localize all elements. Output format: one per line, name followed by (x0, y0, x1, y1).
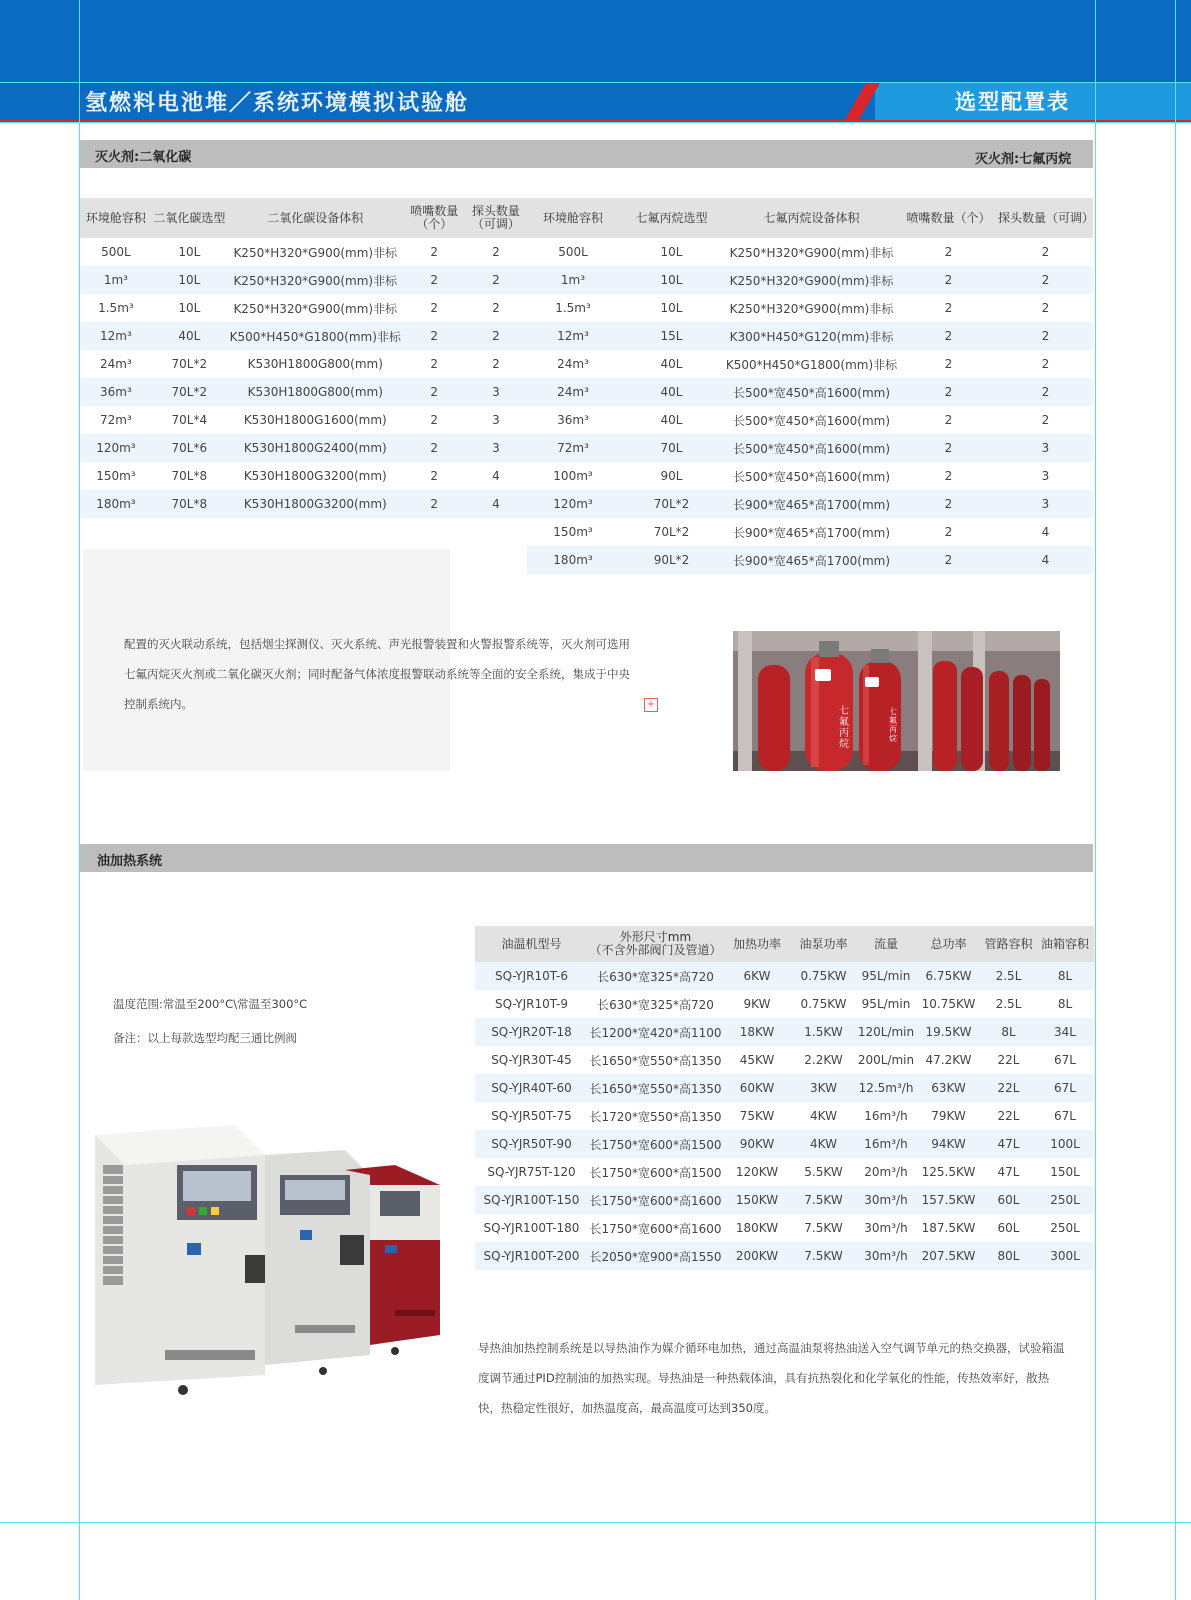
oil-table-cell: SQ-YJR100T-200 (475, 1242, 588, 1270)
co2-table-cell: 10L (178, 301, 201, 315)
oil-table-cell: 47.2KW (925, 1053, 972, 1067)
oil-table-cell: 47L (981, 1130, 1036, 1158)
oil-table-cell: SQ-YJR50T-75 (491, 1109, 572, 1123)
co2-table-cell: 2 (404, 434, 465, 462)
oil-section-bar (80, 844, 1093, 872)
oil-table-cell: 16m³/h (856, 1130, 916, 1158)
co2-table-cell: 180m³ (80, 490, 152, 518)
hfc-section-label: 灭火剂:七氟丙烷 (975, 152, 1072, 167)
oil-table-cell: 300L (1036, 1242, 1094, 1270)
oil-table-cell: 6KW (723, 962, 791, 990)
hfc-table-row (527, 266, 1093, 294)
hfc-table-cell: 2 (1041, 301, 1050, 315)
oil-table-cell: 79KW (931, 1109, 966, 1123)
hfc-table-row (527, 434, 1093, 462)
oil-header-pump-power: 油泵功率 (791, 926, 856, 962)
hfc-table-cell: 90L*2 (619, 546, 724, 574)
hfc-spec-table (527, 198, 1093, 574)
hfc-table-cell: 40L (619, 378, 724, 406)
cylinder-label: 七氟丙烷 (839, 706, 849, 750)
expand-icon[interactable]: + (644, 698, 658, 712)
guide-line (0, 122, 1191, 123)
hfc-table-cell: 2 (944, 301, 953, 315)
co2-table-cell: 2 (492, 301, 500, 315)
hfc-table-cell: 3 (998, 490, 1093, 518)
oil-table-cell: 94KW (916, 1130, 981, 1158)
guide-line (1175, 0, 1176, 1600)
co2-table-cell: 36m³ (80, 378, 152, 406)
fire-cylinders-photo (733, 631, 1060, 771)
hfc-table-cell: 15L (619, 322, 724, 350)
oil-header-heating-power: 加热功率 (723, 926, 791, 962)
oil-table-row (475, 1102, 1094, 1130)
hfc-table-row (527, 546, 1093, 574)
co2-table-cell: 3 (465, 434, 527, 462)
co2-table-cell: 2 (404, 322, 465, 350)
oil-table-cell: 16m³/h (864, 1109, 908, 1123)
hfc-table-cell: K250*H320*G900(mm)非标 (729, 301, 894, 316)
oil-table-cell: 10.75KW (921, 997, 976, 1011)
oil-table-cell: 63KW (916, 1074, 981, 1102)
oil-header-model: 油温机型号 (475, 926, 588, 962)
oil-header-size: 外形尺寸mm （不含外部阀门及管道） (588, 926, 723, 962)
co2-table-cell: 4 (465, 490, 527, 518)
oil-table-cell: SQ-YJR20T-18 (475, 1018, 588, 1046)
co2-table-cell: 2 (465, 266, 527, 294)
co2-table-cell: 2 (492, 357, 500, 371)
co2-table-cell: 10L (152, 266, 227, 294)
co2-table-cell: 2 (404, 490, 465, 518)
co2-table-cell: 4 (492, 469, 500, 483)
hfc-table-cell: 10L (660, 245, 683, 259)
fire-description-line: 控制系统内。 (124, 697, 193, 711)
co2-table-cell: 12m³ (80, 322, 152, 350)
hfc-table-cell: 90L (660, 469, 683, 483)
hfc-table-cell: 24m³ (557, 357, 589, 371)
oil-table-cell: 长1750*宽600*高1500 (589, 1165, 722, 1180)
co2-table-cell: 1m³ (80, 266, 152, 294)
oil-heater-spec-table (475, 926, 1094, 1270)
oil-table-cell: 0.75KW (791, 962, 856, 990)
oil-table-cell: 47L (997, 1165, 1020, 1179)
hfc-table-cell: 2 (899, 490, 998, 518)
oil-table-cell: SQ-YJR10T-6 (475, 962, 588, 990)
oil-table-cell: 150L (1050, 1165, 1080, 1179)
oil-table-cell: 2.5L (981, 962, 1036, 990)
hfc-table-cell: K250*H320*G900(mm)非标 (729, 245, 894, 260)
hfc-header-model: 七氟丙烷选型 (619, 198, 724, 238)
co2-table-cell: 2 (430, 245, 439, 259)
co2-table-cell: 2 (430, 469, 439, 483)
co2-table-cell: 72m³ (100, 413, 132, 427)
hfc-table-cell: K300*H450*G120(mm)非标 (724, 322, 899, 350)
co2-table-cell: K530H1800G800(mm) (227, 378, 404, 406)
oil-table-cell: 长630*宽325*高720 (588, 962, 723, 990)
oil-table-row (475, 962, 1094, 990)
co2-spec-table (80, 198, 527, 518)
oil-description (478, 1333, 1098, 1423)
co2-table-cell: 2 (404, 266, 465, 294)
oil-description-line: 度调节通过PID控制油的加热实现。导热油是一种热载体油，具有抗热裂化和化学氧化的性能，传热效率好，散热 (478, 1371, 1050, 1385)
co2-table-row (80, 322, 527, 350)
guide-line (1095, 0, 1096, 1600)
oil-table-cell: 20m³/h (864, 1165, 908, 1179)
oil-table-cell: 67L (1054, 1053, 1076, 1067)
oil-table-cell: 95L/min (861, 997, 911, 1011)
cylinder-label: 七氟丙烷 (889, 707, 897, 743)
fire-description-line: 七氟丙烷灭火剂或二氧化碳灭火剂；同时配备气体浓度报警联动系统等全面的安全系统，集成于中央 (124, 667, 630, 681)
header-top-band (0, 0, 1191, 82)
co2-table-cell: 2 (492, 245, 500, 259)
hfc-table-cell: 2 (899, 378, 998, 406)
oil-table-row (475, 1074, 1094, 1102)
guide-line (79, 0, 80, 1600)
oil-heater-machines-drawing (95, 1125, 450, 1400)
oil-table-cell: 7.5KW (791, 1186, 856, 1214)
hfc-table-row (527, 518, 1093, 546)
oil-table-cell: 8L (981, 1018, 1036, 1046)
oil-description-line: 快，热稳定性很好，加热温度高，最高温度可达到350度。 (478, 1401, 776, 1415)
co2-table-cell: 2 (404, 378, 465, 406)
hfc-table-cell: 70L (619, 434, 724, 462)
hfc-table-cell: 36m³ (557, 413, 589, 427)
oil-table-cell: 9KW (743, 997, 771, 1011)
oil-table-cell: 长1720*宽550*高1350 (589, 1109, 722, 1124)
oil-table-cell: 3KW (791, 1074, 856, 1102)
hfc-table-cell: 70L*2 (653, 525, 690, 539)
co2-header-probes: 探头数量（可调） (465, 198, 527, 238)
co2-table-row (80, 434, 527, 462)
hfc-table-cell: 长500*宽450*高1600(mm) (732, 469, 891, 484)
oil-table-cell: 长630*宽325*高720 (597, 997, 714, 1012)
hfc-table-cell: 4 (1041, 525, 1050, 539)
oil-table-cell: 22L (981, 1074, 1036, 1102)
oil-table-cell: 60L (981, 1186, 1036, 1214)
co2-table-cell: 500L (101, 245, 131, 259)
fire-description-line: 配置的灭火联动系统，包括烟尘探测仪、灭火系统、声光报警装置和火警报警系统等，灭火剂可选用 (124, 637, 630, 651)
oil-table-cell: 长1650*宽550*高1350 (588, 1074, 723, 1102)
co2-table-row (80, 378, 527, 406)
page-title: 氢燃料电池堆／系统环境模拟试验舱 (85, 90, 470, 116)
co2-table-cell: 2 (430, 301, 439, 315)
oil-table-cell: SQ-YJR100T-150 (475, 1186, 588, 1214)
hfc-table-cell: 2 (899, 434, 998, 462)
oil-table-cell: 18KW (723, 1018, 791, 1046)
hfc-table-cell: 2 (899, 266, 998, 294)
oil-table-cell: 8L (1036, 962, 1094, 990)
oil-table-cell: 75KW (739, 1109, 775, 1123)
hfc-table-cell: 12m³ (527, 322, 619, 350)
hfc-table-row (527, 322, 1093, 350)
co2-section-label: 灭火剂:二氧化碳 (95, 150, 192, 165)
hfc-table-row (527, 378, 1093, 406)
co2-table-cell: 70L*8 (171, 469, 208, 483)
co2-table-cell: K250*H320*G900(mm)非标 (233, 301, 398, 316)
oil-table-cell: 200KW (723, 1242, 791, 1270)
oil-table-cell: 180KW (735, 1221, 779, 1235)
hfc-table-cell: 2 (899, 546, 998, 574)
oil-table-cell: SQ-YJR100T-180 (483, 1221, 580, 1235)
hfc-table-cell: 100m³ (553, 469, 593, 483)
hfc-table-cell: 3 (1041, 469, 1050, 483)
oil-table-cell: 80L (981, 1242, 1036, 1270)
co2-table-cell: 150m³ (96, 469, 136, 483)
hfc-header-size: 七氟丙烷设备体积 (724, 198, 899, 238)
fire-section-bar (80, 140, 1093, 168)
co2-table-cell: 2 (465, 322, 527, 350)
co2-table-row (80, 462, 527, 490)
oil-section-label: 油加热系统 (97, 854, 163, 869)
co2-table-cell: 40L (152, 322, 227, 350)
oil-table-cell: 长1200*宽420*高1100 (588, 1018, 723, 1046)
hfc-table-cell: 2 (944, 357, 953, 371)
oil-table-cell: 45KW (739, 1053, 775, 1067)
oil-table-cell: SQ-YJR10T-9 (495, 997, 568, 1011)
hfc-table-cell: 2 (998, 322, 1093, 350)
hfc-table-row (527, 462, 1093, 490)
hfc-table-cell: 2 (1041, 357, 1050, 371)
hfc-table-cell: 24m³ (527, 378, 619, 406)
hfc-header-nozzles: 喷嘴数量（个） (899, 198, 998, 238)
oil-table-cell: SQ-YJR50T-90 (475, 1130, 588, 1158)
hfc-table-cell: 长900*宽465*高1700(mm) (724, 490, 899, 518)
oil-table-row (475, 1242, 1094, 1270)
oil-table-cell: 207.5KW (916, 1242, 981, 1270)
oil-table-cell: 67L (1054, 1109, 1076, 1123)
oil-table-cell: 150KW (723, 1186, 791, 1214)
oil-header-tank-volume: 油箱容积 (1036, 926, 1094, 962)
oil-table-cell: 6.75KW (916, 962, 981, 990)
hfc-table-cell: 180m³ (527, 546, 619, 574)
hfc-table-cell: 150m³ (553, 525, 593, 539)
oil-table-row (475, 1046, 1094, 1074)
hfc-table-cell: 40L (660, 357, 683, 371)
oil-table-row (475, 1186, 1094, 1214)
co2-table-cell: 70L*2 (171, 357, 208, 371)
oil-table-cell: 4KW (810, 1109, 837, 1123)
co2-table-row (80, 238, 527, 266)
oil-table-row (475, 1158, 1094, 1186)
hfc-table-cell: K250*H320*G900(mm)非标 (724, 266, 899, 294)
guide-line (0, 82, 1191, 83)
hfc-table-cell: 长500*宽450*高1600(mm) (724, 378, 899, 406)
oil-table-cell: 长1750*宽600*高1500 (588, 1130, 723, 1158)
hfc-table-cell: 2 (1041, 245, 1050, 259)
co2-table-cell: K530H1800G3200(mm) (227, 490, 404, 518)
hfc-table-cell: 2 (998, 378, 1093, 406)
co2-table-cell: K500*H450*G1800(mm)非标 (227, 322, 404, 350)
co2-table-cell: K530H1800G1600(mm) (243, 413, 387, 427)
co2-table-cell: 120m³ (80, 434, 152, 462)
co2-table-cell: 70L*4 (171, 413, 208, 427)
remark-note: 备注：以上每款选型均配三通比例阀 (113, 1031, 297, 1045)
oil-table-cell: SQ-YJR30T-45 (491, 1053, 572, 1067)
page-subtitle: 选型配置表 (955, 89, 1070, 114)
hfc-table-cell: 长500*宽450*高1600(mm) (732, 413, 891, 428)
oil-table-cell: 长1750*宽600*高1600 (588, 1186, 723, 1214)
temperature-range-note: 温度范围:常温至200°C\常温至300°C (113, 997, 308, 1011)
hfc-table-row (527, 238, 1093, 266)
hfc-table-cell: 4 (998, 546, 1093, 574)
oil-table-cell: 1.5KW (791, 1018, 856, 1046)
hfc-table-cell: 40L (660, 413, 683, 427)
co2-table-row (80, 266, 527, 294)
co2-table-cell: K250*H320*G900(mm)非标 (233, 245, 398, 260)
hfc-table-cell: 2 (944, 413, 953, 427)
oil-table-cell: 200L/min (857, 1053, 915, 1067)
oil-table-cell: 60L (997, 1221, 1020, 1235)
co2-header-nozzles: 喷嘴数量（个） (404, 198, 465, 238)
hfc-table-cell: 2 (1041, 413, 1050, 427)
oil-table-cell: 250L (1036, 1186, 1094, 1214)
co2-table-cell: 70L*8 (152, 490, 227, 518)
oil-table-cell: 90KW (723, 1130, 791, 1158)
oil-table-cell: 100L (1036, 1130, 1094, 1158)
co2-table-cell: 2 (430, 357, 439, 371)
oil-heater-machines-photo (95, 1125, 450, 1404)
oil-table-cell: 157.5KW (916, 1186, 981, 1214)
co2-table-row (80, 294, 527, 322)
oil-table-cell: 120KW (735, 1165, 779, 1179)
co2-table-cell: 70L*6 (152, 434, 227, 462)
oil-table-cell: 60KW (723, 1074, 791, 1102)
oil-table-cell: 22L (997, 1053, 1020, 1067)
hfc-table-cell: 10L (619, 266, 724, 294)
oil-table-row (475, 1214, 1094, 1242)
co2-table-cell: 70L*2 (152, 378, 227, 406)
oil-table-cell: 67L (1036, 1074, 1094, 1102)
oil-table-cell: 19.5KW (916, 1018, 981, 1046)
oil-table-cell: 30m³/h (856, 1242, 916, 1270)
hfc-table-cell: K500*H450*G1800(mm)非标 (725, 357, 898, 372)
oil-table-cell: 34L (1036, 1018, 1094, 1046)
oil-table-cell: 2.5L (995, 997, 1022, 1011)
co2-table-row (80, 490, 527, 518)
co2-table-cell: 3 (465, 378, 527, 406)
oil-header-flow: 流量 (856, 926, 916, 962)
oil-table-cell: 250L (1050, 1221, 1080, 1235)
hfc-table-cell: 2 (944, 469, 953, 483)
co2-table-cell: 10L (178, 245, 201, 259)
co2-table-cell: K530H1800G3200(mm) (243, 469, 387, 483)
co2-table-cell: 3 (492, 413, 500, 427)
oil-table-cell: 7.5KW (804, 1221, 843, 1235)
co2-table-cell: K250*H320*G900(mm)非标 (227, 266, 404, 294)
hfc-table-cell: 2 (998, 266, 1093, 294)
hfc-table-cell: 120m³ (527, 490, 619, 518)
hfc-table-cell: 2 (899, 322, 998, 350)
co2-header-volume: 环境舱容积 (80, 198, 152, 238)
co2-table-cell: 24m³ (100, 357, 132, 371)
oil-description-line: 导热油加热控制系统是以导热油作为媒介循环电加热，通过高温油泵将热油送入空气调节单元的热交换器，试验箱温 (478, 1341, 1065, 1355)
fire-cylinders-drawing (733, 631, 1060, 771)
hfc-table-cell: 长500*宽450*高1600(mm) (724, 434, 899, 462)
oil-table-cell: 0.75KW (800, 997, 847, 1011)
co2-table-cell: K530H1800G2400(mm) (227, 434, 404, 462)
oil-table-cell: 7.5KW (791, 1242, 856, 1270)
hfc-table-row (527, 490, 1093, 518)
hfc-table-cell: 1m³ (527, 266, 619, 294)
oil-table-cell: SQ-YJR40T-60 (475, 1074, 588, 1102)
co2-table-cell: 1.5m³ (98, 301, 134, 315)
oil-header-pipe-volume: 管路容积 (981, 926, 1036, 962)
oil-table-cell: 22L (997, 1109, 1020, 1123)
fire-description (124, 629, 684, 719)
oil-table-cell: 30m³/h (856, 1186, 916, 1214)
hfc-table-cell: 70L*2 (619, 490, 724, 518)
hfc-header-probes: 探头数量（可调） (998, 198, 1093, 238)
oil-table-cell: 125.5KW (921, 1165, 976, 1179)
hfc-table-cell: 长900*宽465*高1700(mm) (724, 546, 899, 574)
hfc-table-row (527, 294, 1093, 322)
hfc-table-cell: 3 (998, 434, 1093, 462)
hfc-table-cell: 2 (944, 245, 953, 259)
oil-table-cell: 187.5KW (921, 1221, 976, 1235)
co2-table-row (80, 406, 527, 434)
oil-table-cell: 长1650*宽550*高1350 (589, 1053, 722, 1068)
oil-table-cell: 120L/min (856, 1018, 916, 1046)
co2-table-row (80, 350, 527, 378)
co2-header-size: 二氧化碳设备体积 (227, 198, 404, 238)
hfc-table-cell: 2 (944, 525, 953, 539)
oil-table-cell: 长2050*宽900*高1550 (588, 1242, 723, 1270)
hfc-table-row (527, 406, 1093, 434)
oil-table-cell: 4KW (791, 1130, 856, 1158)
hfc-table-row (527, 350, 1093, 378)
hfc-table-cell: 长900*宽465*高1700(mm) (732, 525, 891, 540)
co2-header-model: 二氧化碳选型 (152, 198, 227, 238)
oil-table-cell: 95L/min (856, 962, 916, 990)
oil-table-cell: 30m³/h (864, 1221, 908, 1235)
hfc-table-cell: 1.5m³ (555, 301, 591, 315)
oil-table-cell: 2.2KW (804, 1053, 843, 1067)
oil-table-cell: 8L (1057, 997, 1073, 1011)
oil-table-row (475, 1130, 1094, 1158)
guide-line (0, 1522, 1191, 1523)
oil-header-total-power: 总功率 (916, 926, 981, 962)
hfc-table-cell: 10L (660, 301, 683, 315)
hfc-table-cell: 500L (558, 245, 588, 259)
co2-table-cell: 2 (430, 413, 439, 427)
co2-table-cell: K530H1800G800(mm) (247, 357, 383, 371)
oil-table-row (475, 990, 1094, 1018)
oil-table-cell: 12.5m³/h (856, 1074, 916, 1102)
hfc-table-cell: 72m³ (527, 434, 619, 462)
oil-table-cell: 5.5KW (804, 1165, 843, 1179)
hfc-header-volume: 环境舱容积 (527, 198, 619, 238)
oil-table-cell: SQ-YJR75T-120 (487, 1165, 576, 1179)
oil-table-cell: 长1750*宽600*高1600 (589, 1221, 722, 1236)
oil-table-row (475, 1018, 1094, 1046)
